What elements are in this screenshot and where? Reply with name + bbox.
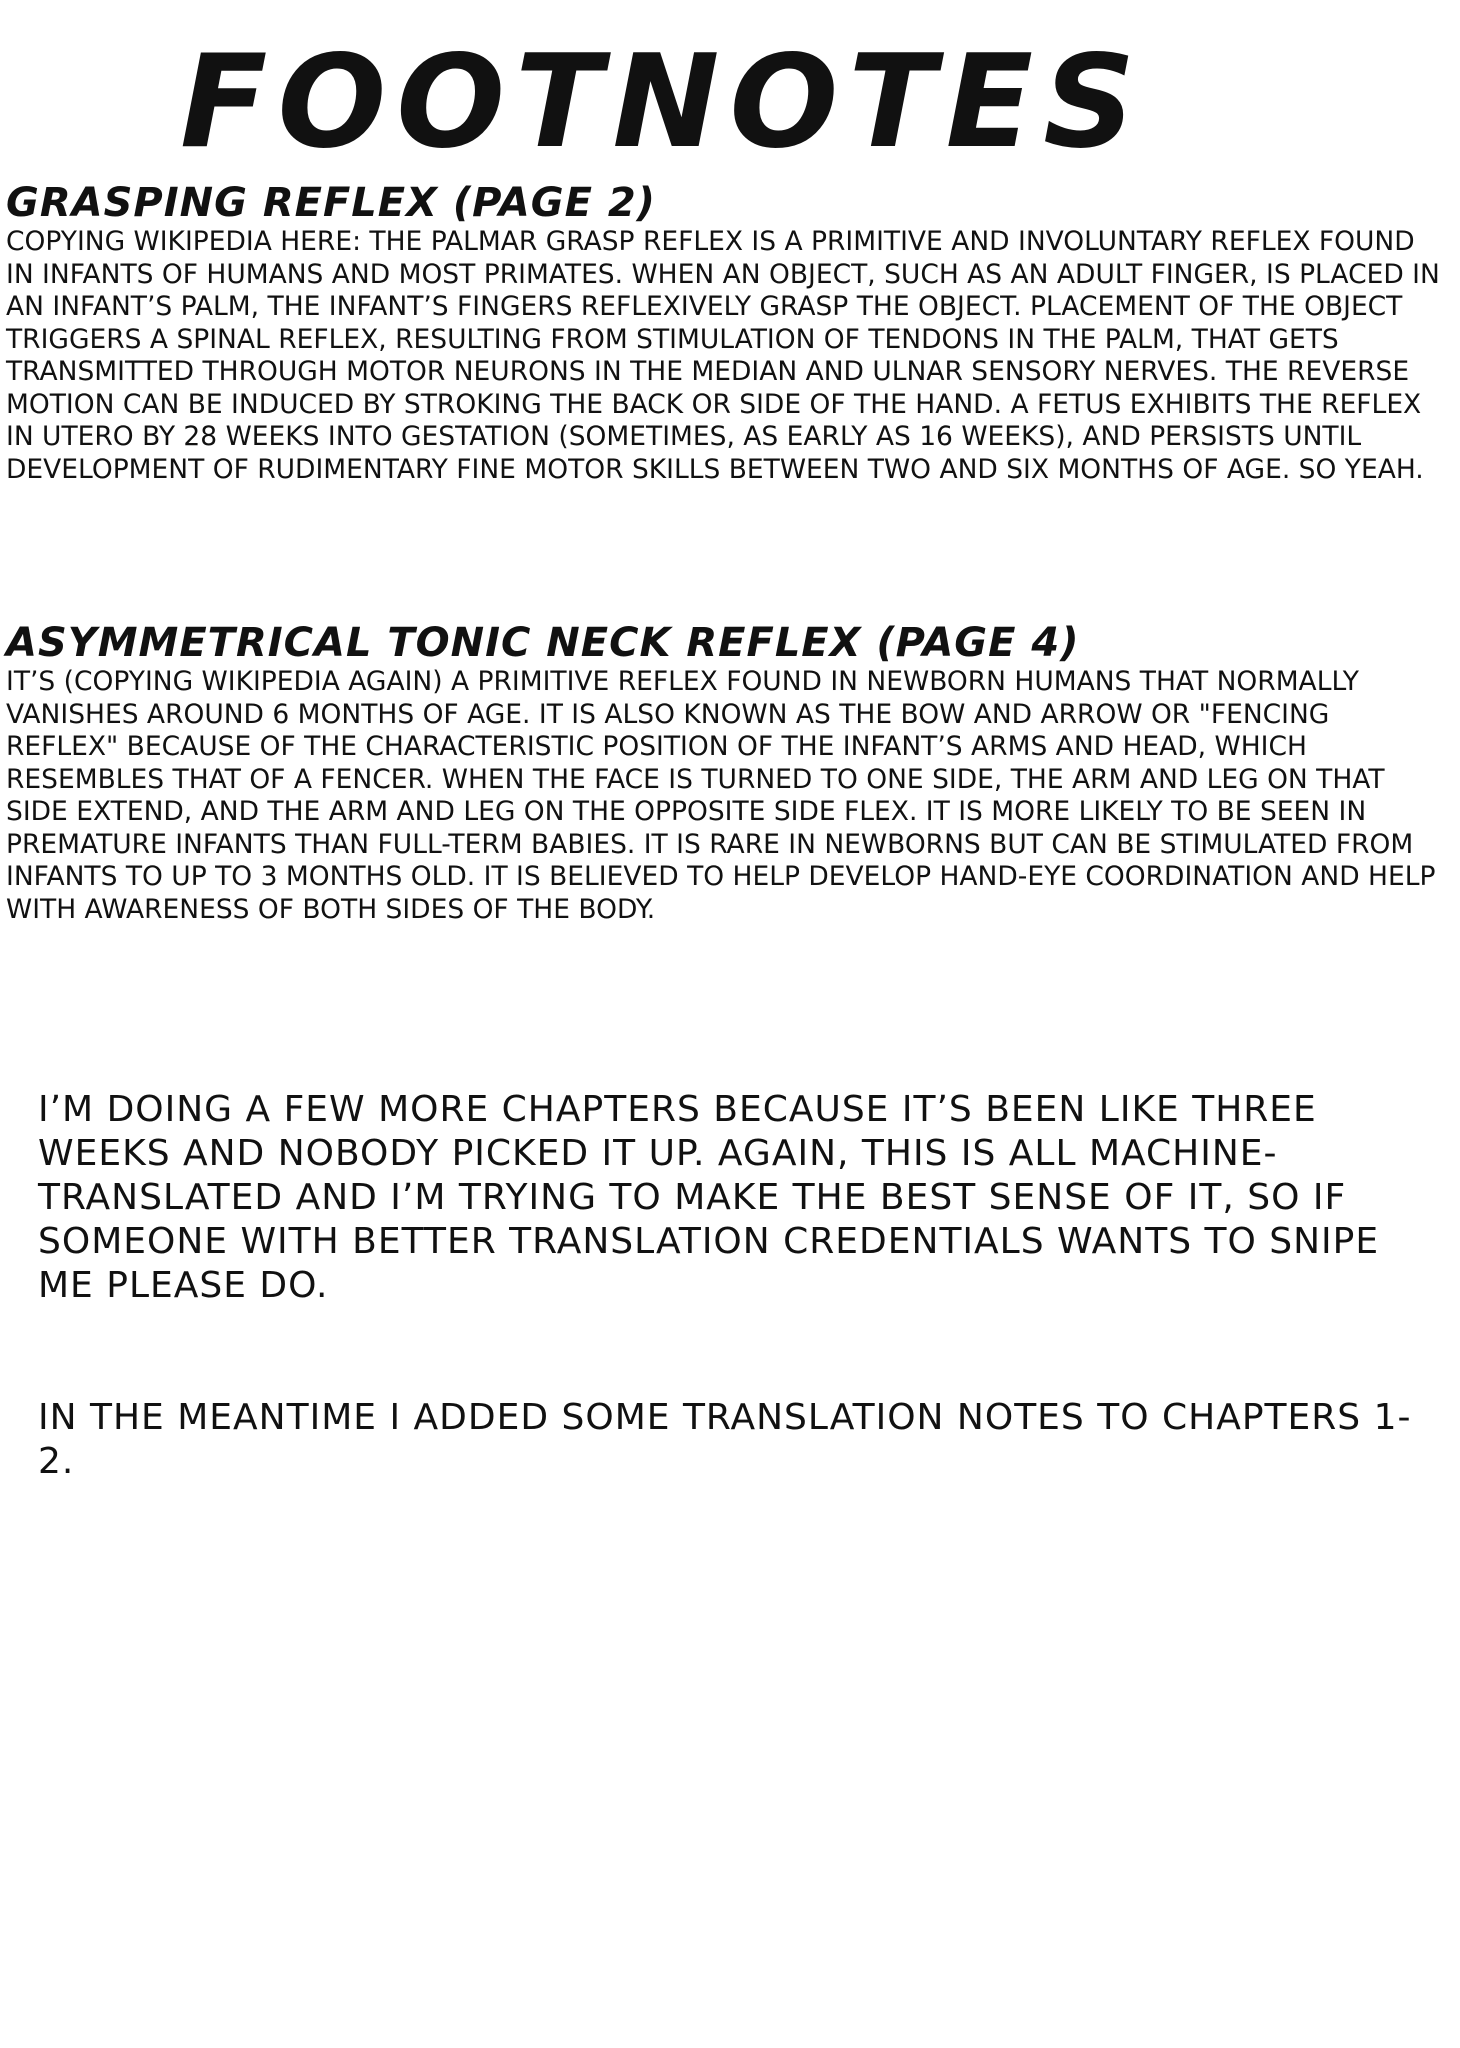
- translator-message: [38, 1396, 1438, 1484]
- translator-message: [38, 1088, 1438, 1308]
- translator-message-text: I’M DOING A FEW MORE CHAPTERS BECAUSE IT’S BEEN LIKE THREE WEEKS AND NOBODY PICKED IT UP. AGAIN, THIS IS ALL MACHINE-TRANSLATED AND I’M TRYING TO MAKE THE BEST SENSE OF IT, SO IF SOMEONE WITH BETTER TRANSLATION CREDENTIALS WANTS TO SNIPE ME PLEASE DO.: [38, 1089, 1380, 1306]
- translator-message-text: IN THE MEANTIME I ADDED SOME TRANSLATION NOTES TO CHAPTERS 1-2.: [38, 1397, 1412, 1482]
- footnote-body: COPYING WIKIPEDIA HERE: THE PALMAR GRASP REFLEX IS A PRIMITIVE AND INVOLUNTARY REFLEX FOUND IN INFANTS OF HUMANS AND MOST PRIMATES. WHEN AN OBJECT, SUCH AS AN ADULT FINGER, IS PLACED IN AN INFANT’S PALM, THE INFANT’S FINGERS REFLEXIVELY GRASP THE OBJECT. PLACEMENT OF THE OBJECT TRIGGERS A SPINAL REFLEX, RESULTING FROM STIMULATION OF TENDONS IN THE PALM, THAT GETS TRANSMITTED THROUGH MOTOR NEURONS IN THE MEDIAN AND ULNAR SENSORY NERVES. THE REVERSE MOTION CAN BE INDUCED BY STROKING THE BACK OR SIDE OF THE HAND. A FETUS EXHIBITS THE REFLEX IN UTERO BY 28 WEEKS INTO GESTATION (SOMETIMES, AS EARLY AS 16 WEEKS), AND PERSISTS UNTIL DEVELOPMENT OF RUDIMENTARY FINE MOTOR SKILLS BETWEEN TWO AND SIX MONTHS OF AGE. SO YEAH.: [6, 226, 1440, 485]
- footnote-heading: GRASPING REFLEX (PAGE 2): [6, 180, 656, 226]
- footnote-tonic-neck-reflex: [6, 620, 1446, 926]
- footnote-heading: ASYMMETRICAL TONIC NECK REFLEX (PAGE 4): [6, 620, 1080, 666]
- footnote-body: IT’S (COPYING WIKIPEDIA AGAIN) A PRIMITIVE REFLEX FOUND IN NEWBORN HUMANS THAT NORMALLY VANISHES AROUND 6 MONTHS OF AGE. IT IS ALSO KNOWN AS THE BOW AND ARROW OR "FENCING REFLEX" BECAUSE OF THE CHARACTERISTIC POSITION OF THE INFANT’S ARMS AND HEAD, WHICH RESEMBLES THAT OF A FENCER. WHEN THE FACE IS TURNED TO ONE SIDE, THE ARM AND LEG ON THAT SIDE EXTEND, AND THE ARM AND LEG ON THE OPPOSITE SIDE FLEX. IT IS MORE LIKELY TO BE SEEN IN PREMATURE INFANTS THAN FULL-TERM BABIES. IT IS RARE IN NEWBORNS BUT CAN BE STIMULATED FROM INFANTS TO UP TO 3 MONTHS OLD. IT IS BELIEVED TO HELP DEVELOP HAND-EYE COORDINATION AND HELP WITH AWARENESS OF BOTH SIDES OF THE BODY.: [6, 666, 1436, 925]
- page-title: FOOTNOTES: [180, 28, 1146, 177]
- footnote-grasping-reflex: [6, 180, 1446, 486]
